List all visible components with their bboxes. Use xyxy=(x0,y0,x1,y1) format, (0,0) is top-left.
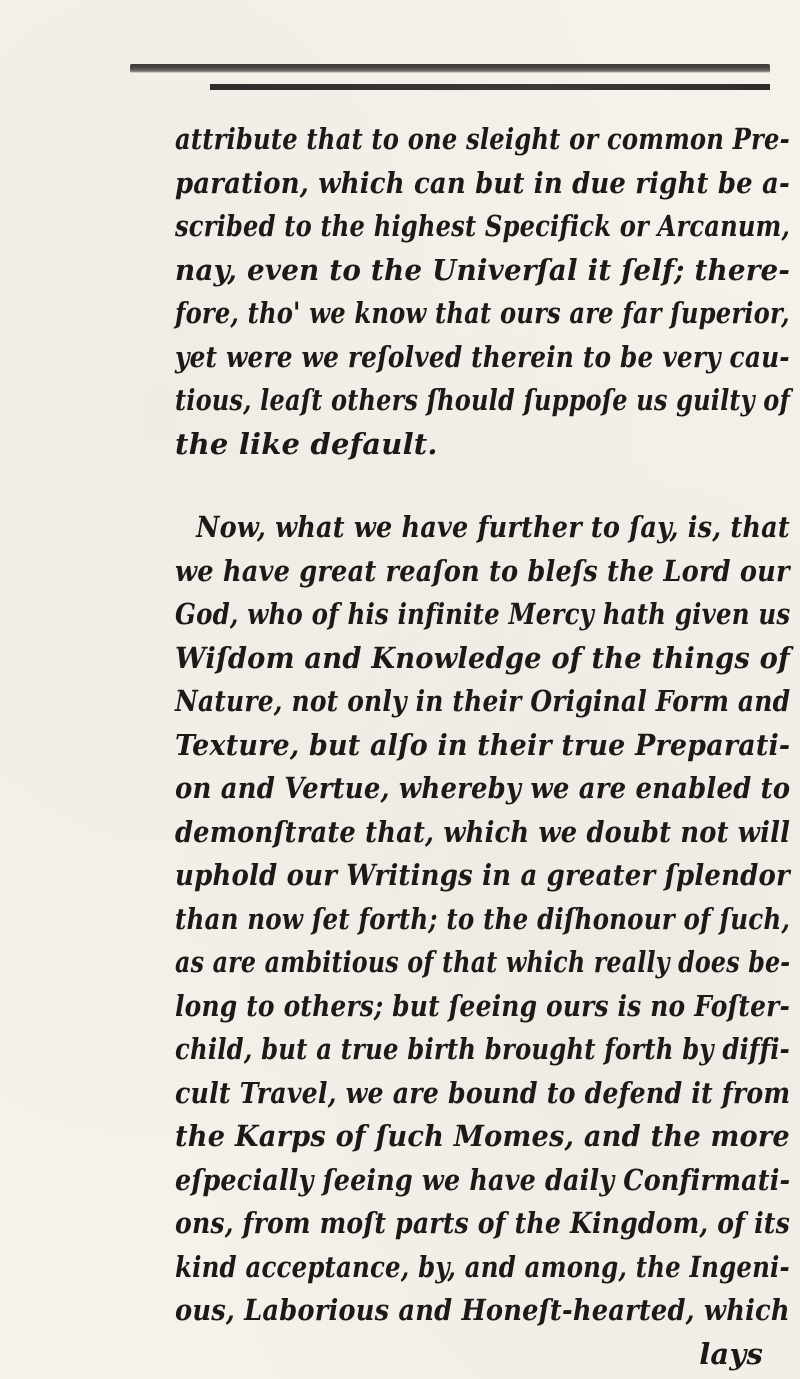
paragraph-2 xyxy=(175,506,791,1376)
text-line: the like default. xyxy=(175,426,438,461)
text-line: Texture, but alſo in their true Preparati- xyxy=(175,727,791,762)
text-line: we have great reaſon to bleſs the Lord our xyxy=(175,553,790,588)
text-line: kind acceptance, by, and among, the Ingeni- xyxy=(175,1249,790,1284)
text-line: Nature, not only in their Original Form and xyxy=(175,684,791,718)
header-rule-lower xyxy=(210,84,770,90)
text-line: child, but a true birth brought forth by diffi- xyxy=(175,1032,790,1066)
catchword: lays xyxy=(699,1336,763,1371)
text-line: than now ſet forth; to the diſhonour of ſuch, xyxy=(175,901,791,936)
text-line: yet were we reſolved therein to be very cau- xyxy=(175,339,790,374)
text-line: ons, from moſt parts of the Kingdom, of its xyxy=(175,1206,790,1240)
text-line: cult Travel, we are bound to defend it from xyxy=(175,1075,791,1110)
header-rule xyxy=(130,64,770,73)
text-line: Now, what we have further to ſay, is, that xyxy=(196,510,790,544)
text-line: scribed to the highest Specifick or Arcanum, xyxy=(175,209,790,243)
paragraph-1 xyxy=(175,118,791,466)
text-line: attribute that to one sleight or common Pre- xyxy=(175,122,790,156)
text-line: Wiſdom and Knowledge of the things of xyxy=(175,640,790,675)
text-line: demonſtrate that, which we doubt not will xyxy=(175,814,791,849)
text-line: paration, which can but in due right be a- xyxy=(175,165,790,200)
text-line: long to others; but ſeeing ours is no Foſter- xyxy=(175,988,791,1023)
text-line: ous, Laborious and Honeſt-hearted, which xyxy=(175,1293,790,1327)
text-line: tious, leaſt others ſhould ſuppoſe us guilty of xyxy=(175,383,791,417)
text-line: eſpecially ſeeing we have daily Confirmati- xyxy=(175,1162,791,1197)
text-line: God, who of his infinite Mercy hath given us xyxy=(175,597,791,631)
page-text xyxy=(175,118,791,1376)
text-line: nay, even to the Univerſal it ſelf; there- xyxy=(175,252,791,287)
text-line: uphold our Writings in a greater ſplendor xyxy=(175,858,790,892)
text-line: fore, tho' we know that ours are far ſuperior, xyxy=(175,296,790,330)
text-line: on and Vertue, whereby we are enabled to xyxy=(175,771,791,805)
text-line: the Karps of ſuch Momes, and the more xyxy=(175,1119,790,1153)
text-line: as are ambitious of that which really does be- xyxy=(175,945,791,979)
